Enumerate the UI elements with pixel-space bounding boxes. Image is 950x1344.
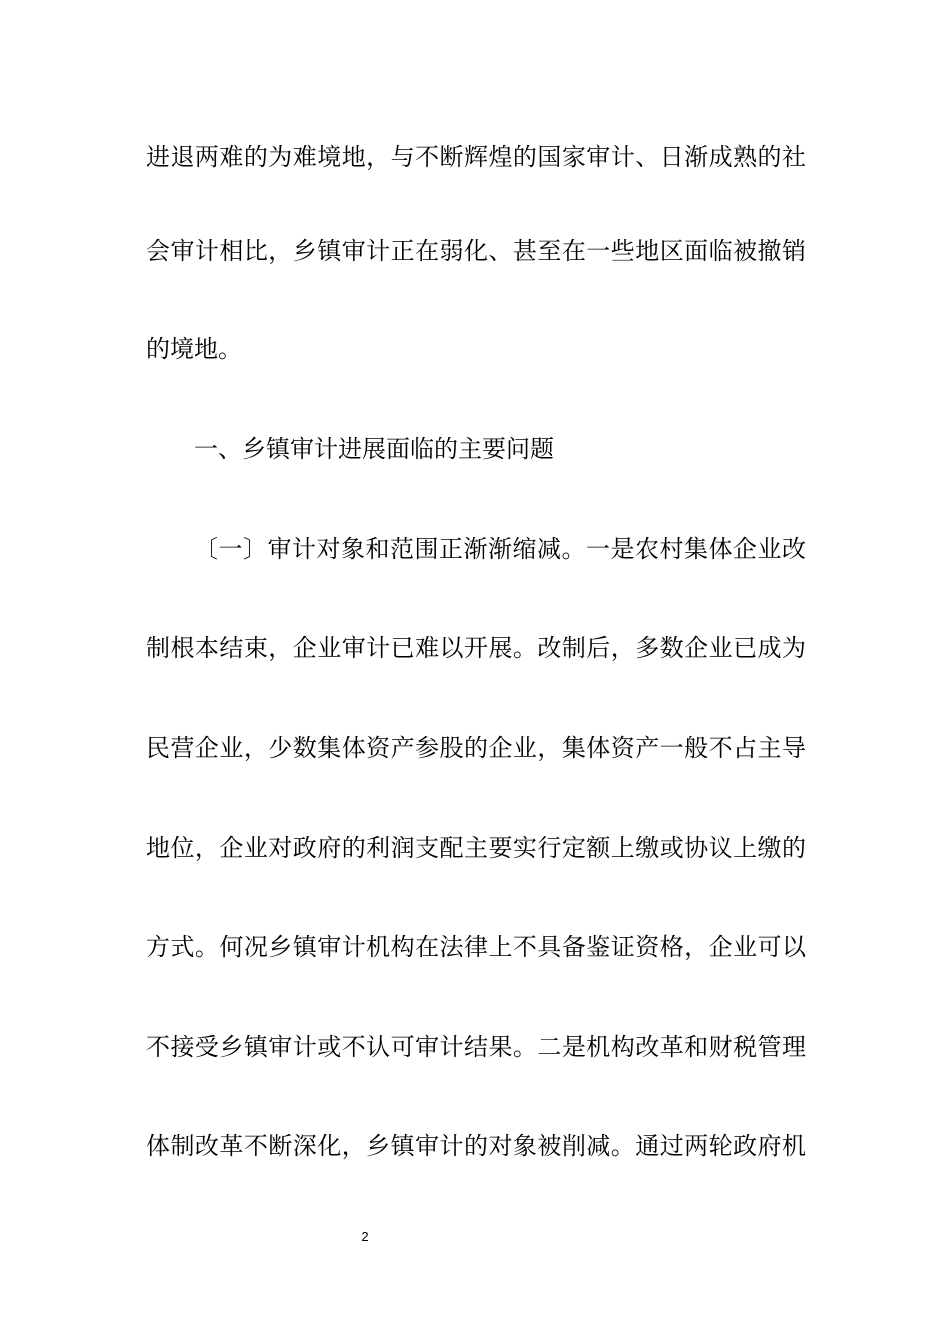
text-line-2: 会审计相比，乡镇审计正在弱化、甚至在一些地区面临被撤销 [146,237,806,265]
paragraph-line-6: 不接受乡镇审计或不认可审计结果。二是机构改革和财税管理 [146,1033,806,1061]
text-line-1: 进退两难的为难境地，与不断辉煌的国家审计、日渐成熟的社 [146,143,806,171]
paragraph-line-4: 地位，企业对政府的利润支配主要实行定额上缴或协议上缴的 [146,834,806,862]
text-line-3: 的境地。 [146,335,242,363]
paragraph-line-2: 制根本结束，企业审计已难以开展。改制后，多数企业已成为 [146,634,806,662]
paragraph-line-1: 〔一〕审计对象和范围正渐渐缩减。一是农村集体企业改 [194,535,806,563]
paragraph-line-3: 民营企业，少数集体资产参股的企业，集体资产一般不占主导 [146,734,806,762]
paragraph-line-7: 体制改革不断深化，乡镇审计的对象被削减。通过两轮政府机 [146,1132,806,1160]
page-number: 2 [361,1229,369,1244]
paragraph-line-5: 方式。何况乡镇审计机构在法律上不具备鉴证资格，企业可以 [146,933,806,961]
section-heading: 一、乡镇审计进展面临的主要问题 [194,435,554,463]
